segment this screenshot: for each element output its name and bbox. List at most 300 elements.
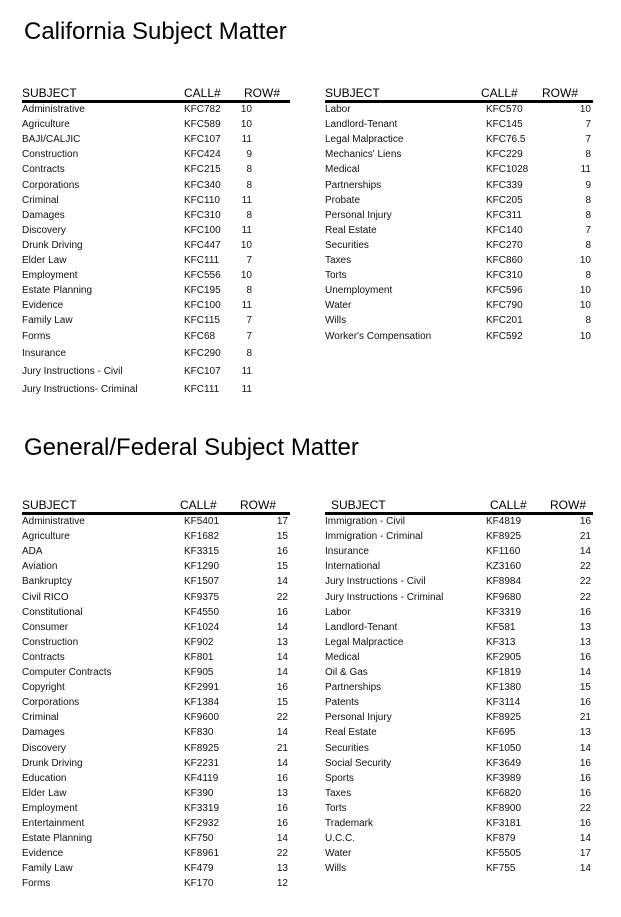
table-row: [22, 209, 290, 223]
table-row: [22, 179, 290, 193]
california-table-left: [22, 86, 290, 398]
table-row: [22, 711, 290, 725]
call-number-cell: KF2991: [184, 682, 220, 694]
subject-cell: Contracts: [22, 651, 65, 663]
row-number-cell: 7: [585, 224, 591, 236]
subject-cell: Securities: [325, 239, 369, 251]
table-row: [325, 681, 593, 695]
call-number-cell: KFC68: [184, 330, 216, 342]
call-number-cell: KF695: [486, 727, 516, 739]
row-number-cell: 9: [585, 179, 591, 191]
row-number-cell: 8: [585, 209, 591, 221]
table-header: [22, 498, 290, 515]
call-number-cell: KF2905: [486, 651, 522, 663]
subject-cell: Copyright: [22, 682, 65, 694]
call-number-cell: KF3319: [184, 802, 220, 814]
subject-cell: Jury Instructions - Criminal: [325, 591, 444, 603]
table-row: [325, 621, 593, 635]
row-number-cell: 21: [276, 742, 288, 754]
call-number-cell: KFC215: [184, 164, 221, 176]
call-number-cell: KFC1028: [486, 164, 529, 176]
table-row: [22, 726, 290, 740]
subject-cell: Elder Law: [22, 787, 67, 799]
subject-cell: Trademark: [325, 818, 373, 829]
table-row: [325, 224, 593, 238]
call-number-cell: KFC860: [486, 255, 523, 266]
subject-cell: Administrative: [22, 104, 85, 115]
header-subject: SUBJECT: [22, 498, 77, 512]
subject-cell: Personal Injury: [325, 712, 392, 724]
call-number-cell: KF2932: [184, 818, 220, 829]
row-number-cell: 10: [240, 119, 252, 131]
row-number-cell: 8: [246, 179, 252, 191]
table-row: [325, 802, 593, 816]
row-number-cell: 12: [276, 878, 288, 890]
row-number-cell: 16: [579, 787, 591, 799]
subject-cell: Real Estate: [325, 727, 377, 739]
subject-cell: Securities: [325, 742, 369, 754]
row-number-cell: 14: [276, 651, 288, 663]
call-number-cell: KF3649: [486, 757, 522, 769]
row-number-cell: 22: [579, 802, 591, 814]
subject-cell: Labor: [325, 104, 351, 115]
row-number-cell: 16: [276, 802, 288, 814]
row-number-cell: 10: [579, 255, 591, 266]
subject-cell: Oil & Gas: [325, 667, 368, 678]
row-number-cell: 8: [585, 149, 591, 161]
subject-cell: Discovery: [22, 742, 66, 754]
row-number-cell: 11: [241, 300, 252, 312]
call-number-cell: KF801: [184, 651, 214, 663]
row-number-cell: 10: [240, 104, 252, 115]
federal-table-right: [325, 498, 593, 877]
call-number-cell: KFC270: [486, 239, 523, 251]
subject-cell: Insurance: [22, 347, 66, 359]
table-row: [22, 347, 290, 361]
table-row: [325, 545, 593, 559]
call-number-cell: KF8925: [184, 742, 220, 754]
subject-cell: Medical: [325, 164, 360, 176]
table-row: [22, 636, 290, 650]
subject-cell: Forms: [22, 878, 51, 890]
subject-cell: Forms: [22, 330, 51, 342]
row-number-cell: 10: [579, 285, 591, 297]
table-row: [22, 133, 290, 147]
call-number-cell: KFC589: [184, 119, 221, 131]
table-row: [325, 209, 593, 223]
call-number-cell: KF390: [184, 787, 214, 799]
row-number-cell: 21: [579, 712, 591, 724]
table-row: [22, 817, 290, 831]
subject-cell: Family Law: [22, 315, 73, 327]
call-number-cell: KF6820: [486, 787, 522, 799]
subject-cell: Jury Instructions - Civil: [22, 365, 123, 377]
call-number-cell: KFC447: [184, 239, 221, 251]
call-number-cell: KFC424: [184, 149, 221, 161]
row-number-cell: 10: [240, 239, 252, 251]
table-row: [22, 118, 290, 132]
row-number-cell: 10: [240, 270, 252, 282]
call-number-cell: KFC592: [486, 330, 523, 342]
subject-cell: Jury Instructions - Civil: [325, 576, 426, 588]
table-row: [325, 179, 593, 193]
call-number-cell: KFC76.5: [486, 134, 526, 146]
call-number-cell: KF4550: [184, 606, 220, 618]
subject-cell: Education: [22, 772, 67, 784]
row-number-cell: 8: [585, 239, 591, 251]
row-number-cell: 13: [276, 636, 288, 648]
call-number-cell: KF830: [184, 727, 214, 739]
header-row: ROW#: [542, 86, 578, 100]
row-number-cell: 16: [276, 682, 288, 694]
table-row: [22, 787, 290, 801]
table-row: [22, 299, 290, 313]
subject-cell: Labor: [325, 606, 351, 618]
row-number-cell: 16: [579, 772, 591, 784]
subject-cell: Legal Malpractice: [325, 134, 404, 146]
row-number-cell: 16: [276, 606, 288, 618]
row-number-cell: 15: [276, 531, 288, 543]
table-row: [325, 651, 593, 665]
row-number-cell: 11: [241, 194, 252, 206]
row-number-cell: 10: [579, 300, 591, 312]
table-row: [325, 314, 593, 328]
subject-cell: BAJI/CALJIC: [22, 134, 81, 146]
call-number-cell: KF3114: [486, 697, 521, 709]
call-number-cell: KF905: [184, 667, 214, 678]
subject-cell: Landlord-Tenant: [325, 119, 398, 131]
call-number-cell: KF9680: [486, 591, 522, 603]
row-number-cell: 8: [246, 209, 252, 221]
subject-cell: Immigration - Civil: [325, 516, 406, 527]
table-row: [325, 330, 593, 344]
call-number-cell: KF8961: [184, 848, 220, 860]
subject-cell: Consumer: [22, 621, 69, 633]
call-number-cell: KF879: [486, 833, 516, 845]
table-row: [325, 254, 593, 268]
subject-cell: Agriculture: [22, 531, 70, 543]
table-row: [22, 742, 290, 756]
subject-cell: Construction: [22, 636, 79, 648]
subject-cell: Real Estate: [325, 224, 377, 236]
call-number-cell: KF755: [486, 863, 516, 875]
table-row: [325, 530, 593, 544]
subject-cell: Landlord-Tenant: [325, 621, 398, 633]
row-number-cell: 11: [241, 383, 252, 395]
table-row: [325, 163, 593, 177]
table-rows: [22, 103, 290, 398]
row-number-cell: 16: [276, 772, 288, 784]
row-number-cell: 10: [579, 104, 591, 115]
call-number-cell: KFC340: [184, 179, 221, 191]
table-row: [22, 163, 290, 177]
table-row: [22, 651, 290, 665]
subject-cell: Worker's Compensation: [325, 330, 432, 342]
subject-cell: Insurance: [325, 546, 369, 558]
subject-cell: Criminal: [22, 712, 59, 724]
table-row: [22, 365, 290, 379]
call-number-cell: KF1380: [486, 682, 522, 694]
subject-cell: Computer Contracts: [22, 667, 112, 678]
subject-cell: Wills: [325, 863, 347, 875]
row-number-cell: 11: [241, 365, 252, 377]
row-number-cell: 9: [246, 149, 252, 161]
call-number-cell: KF1160: [486, 546, 521, 558]
call-number-cell: KF5505: [486, 848, 522, 860]
row-number-cell: 16: [579, 606, 591, 618]
subject-cell: Taxes: [325, 255, 352, 266]
subject-cell: Employment: [22, 802, 78, 814]
call-number-cell: KF1682: [184, 531, 220, 543]
row-number-cell: 16: [276, 818, 288, 829]
subject-cell: Administrative: [22, 516, 85, 527]
row-number-cell: 14: [579, 667, 591, 678]
call-number-cell: KFC790: [486, 300, 523, 312]
header-row: ROW#: [244, 86, 280, 100]
table-row: [325, 239, 593, 253]
row-number-cell: 14: [579, 833, 591, 845]
header-call: CALL#: [180, 498, 217, 512]
table-row: [22, 224, 290, 238]
call-number-cell: KFC107: [184, 134, 221, 146]
table-row: [22, 877, 290, 891]
call-number-cell: KF1819: [486, 667, 522, 678]
subject-cell: International: [325, 561, 381, 573]
table-row: [22, 383, 290, 397]
row-number-cell: 16: [579, 651, 591, 663]
table-row: [22, 314, 290, 328]
subject-cell: Mechanics' Liens: [325, 149, 402, 161]
table-row: [22, 330, 290, 344]
table-row: [325, 194, 593, 208]
subject-cell: Damages: [22, 209, 65, 221]
call-number-cell: KFC100: [184, 300, 221, 312]
call-number-cell: KF3319: [486, 606, 522, 618]
subject-cell: Estate Planning: [22, 285, 93, 297]
call-number-cell: KF8925: [486, 712, 522, 724]
call-number-cell: KFC201: [486, 315, 523, 327]
table-row: [325, 269, 593, 283]
call-number-cell: KF3315: [184, 546, 220, 558]
table-row: [325, 103, 593, 117]
call-number-cell: KFC339: [486, 179, 523, 191]
header-call: CALL#: [490, 498, 527, 512]
subject-cell: Probate: [325, 194, 361, 206]
header-row: ROW#: [240, 498, 276, 512]
subject-cell: Agriculture: [22, 119, 70, 131]
row-number-cell: 11: [580, 164, 591, 176]
table-row: [22, 606, 290, 620]
call-number-cell: KF8925: [486, 531, 522, 543]
subject-cell: Aviation: [22, 561, 58, 573]
subject-cell: Family Law: [22, 863, 73, 875]
table-row: [325, 666, 593, 680]
call-number-cell: KF5401: [184, 516, 220, 527]
row-number-cell: 14: [276, 757, 288, 769]
table-row: [22, 575, 290, 589]
subject-cell: Water: [325, 848, 352, 860]
subject-cell: Damages: [22, 727, 65, 739]
row-number-cell: 22: [579, 576, 591, 588]
row-number-cell: 11: [241, 224, 252, 236]
table-row: [22, 103, 290, 117]
subject-cell: Criminal: [22, 194, 59, 206]
row-number-cell: 10: [579, 330, 591, 342]
table-row: [325, 299, 593, 313]
call-number-cell: KF581: [486, 621, 516, 633]
row-number-cell: 14: [579, 863, 591, 875]
call-number-cell: KF1050: [486, 742, 522, 754]
subject-cell: Unemployment: [325, 285, 393, 297]
row-number-cell: 8: [585, 270, 591, 282]
call-number-cell: KFC107: [184, 365, 221, 377]
row-number-cell: 17: [276, 516, 288, 527]
row-number-cell: 13: [579, 621, 591, 633]
row-number-cell: 13: [579, 727, 591, 739]
table-row: [325, 575, 593, 589]
row-number-cell: 22: [276, 712, 288, 724]
call-number-cell: KFC310: [486, 270, 523, 282]
subject-cell: Elder Law: [22, 255, 67, 266]
subject-cell: Discovery: [22, 224, 66, 236]
subject-cell: Evidence: [22, 300, 64, 312]
call-number-cell: KFC556: [184, 270, 221, 282]
table-row: [22, 621, 290, 635]
row-number-cell: 17: [579, 848, 591, 860]
subject-cell: Evidence: [22, 848, 64, 860]
subject-cell: Constitutional: [22, 606, 83, 618]
subject-cell: Corporations: [22, 697, 80, 709]
row-number-cell: 22: [579, 591, 591, 603]
subject-cell: Bankruptcy: [22, 576, 73, 588]
california-table-right: [325, 86, 593, 345]
subject-cell: Torts: [325, 802, 347, 814]
row-number-cell: 7: [585, 134, 591, 146]
row-number-cell: 22: [276, 591, 288, 603]
table-row: [325, 606, 593, 620]
subject-cell: Construction: [22, 149, 79, 161]
header-call: CALL#: [184, 86, 221, 100]
subject-cell: Entertainment: [22, 818, 85, 829]
table-row: [325, 757, 593, 771]
subject-cell: Water: [325, 300, 352, 312]
row-number-cell: 14: [276, 727, 288, 739]
row-number-cell: 22: [276, 848, 288, 860]
table-row: [325, 284, 593, 298]
header-call: CALL#: [481, 86, 518, 100]
table-row: [22, 545, 290, 559]
call-number-cell: KFC115: [184, 315, 220, 327]
call-number-cell: KF479: [184, 863, 214, 875]
table-row: [22, 530, 290, 544]
call-number-cell: KFC195: [184, 285, 221, 297]
subject-cell: Sports: [325, 772, 354, 784]
table-row: [325, 133, 593, 147]
call-number-cell: KFC782: [184, 104, 221, 115]
row-number-cell: 15: [579, 682, 591, 694]
table-row: [325, 742, 593, 756]
table-row: [22, 681, 290, 695]
subject-cell: Contracts: [22, 164, 65, 176]
subject-cell: Drunk Driving: [22, 239, 83, 251]
row-number-cell: 16: [579, 697, 591, 709]
row-number-cell: 8: [585, 315, 591, 327]
row-number-cell: 13: [276, 863, 288, 875]
row-number-cell: 14: [276, 576, 288, 588]
call-number-cell: KFC100: [184, 224, 221, 236]
header-subject: SUBJECT: [331, 498, 386, 512]
subject-cell: Social Security: [325, 757, 392, 769]
subject-cell: Partnerships: [325, 682, 382, 694]
call-number-cell: KF313: [486, 636, 516, 648]
subject-cell: Taxes: [325, 787, 352, 799]
header-subject: SUBJECT: [325, 86, 380, 100]
subject-cell: Torts: [325, 270, 347, 282]
call-number-cell: KFC145: [486, 119, 523, 131]
table-row: [22, 832, 290, 846]
table-row: [22, 148, 290, 162]
row-number-cell: 13: [276, 787, 288, 799]
table-row: [22, 666, 290, 680]
header-subject: SUBJECT: [22, 86, 77, 100]
table-header: [325, 498, 593, 515]
table-row: [22, 757, 290, 771]
row-number-cell: 16: [579, 516, 591, 527]
row-number-cell: 15: [276, 561, 288, 573]
call-number-cell: KFC111: [184, 383, 220, 395]
row-number-cell: 22: [579, 561, 591, 573]
federal-title: General/Federal Subject Matter: [24, 434, 359, 461]
table-header: [325, 86, 593, 103]
call-number-cell: KF4119: [184, 772, 219, 784]
call-number-cell: KFC110: [184, 194, 220, 206]
call-number-cell: KFC229: [486, 149, 523, 161]
call-number-cell: KF8984: [486, 576, 522, 588]
call-number-cell: KFC310: [184, 209, 221, 221]
table-row: [325, 862, 593, 876]
call-number-cell: KF1507: [184, 576, 220, 588]
call-number-cell: KF170: [184, 878, 214, 890]
row-number-cell: 7: [585, 119, 591, 131]
row-number-cell: 21: [579, 531, 591, 543]
table-row: [22, 284, 290, 298]
call-number-cell: KF1290: [184, 561, 220, 573]
row-number-cell: 7: [246, 315, 252, 327]
row-number-cell: 7: [246, 330, 252, 342]
table-row: [22, 194, 290, 208]
call-number-cell: KF3989: [486, 772, 522, 784]
subject-cell: Partnerships: [325, 179, 382, 191]
table-row: [325, 847, 593, 861]
table-row: [325, 711, 593, 725]
federal-table-left: [22, 498, 290, 893]
table-row: [325, 772, 593, 786]
call-number-cell: KFC111: [184, 255, 220, 266]
subject-cell: Estate Planning: [22, 833, 93, 845]
table-rows: [22, 515, 290, 893]
table-row: [325, 832, 593, 846]
call-number-cell: KF8900: [486, 802, 522, 814]
table-row: [22, 239, 290, 253]
call-number-cell: KFC596: [486, 285, 523, 297]
call-number-cell: KFC570: [486, 104, 523, 115]
table-rows: [325, 515, 593, 877]
subject-cell: ADA: [22, 546, 43, 558]
call-number-cell: KF1384: [184, 697, 220, 709]
table-rows: [325, 103, 593, 345]
subject-cell: Jury Instructions- Criminal: [22, 383, 138, 395]
table-row: [325, 636, 593, 650]
